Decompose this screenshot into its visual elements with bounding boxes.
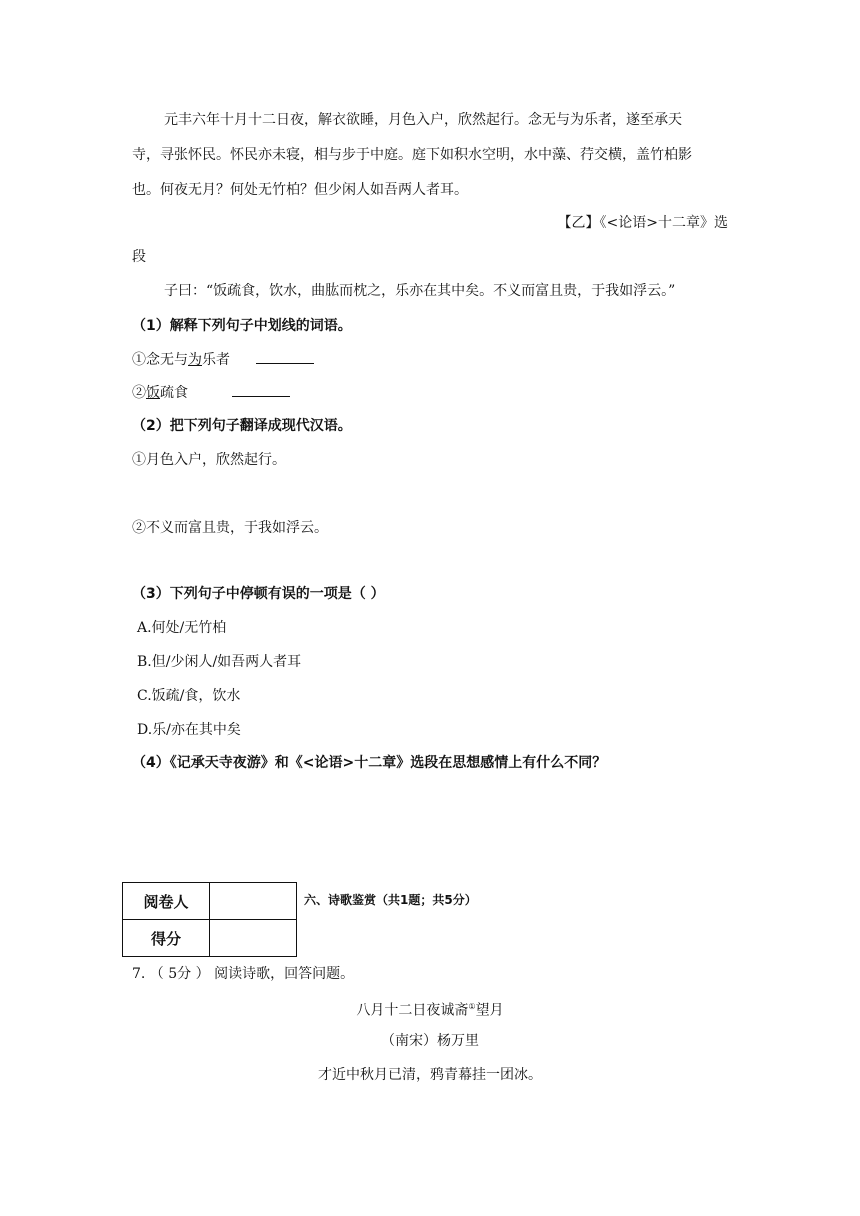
score-cell (210, 920, 297, 957)
passage-jia-line-3: 也。何夜无月？何处无竹柏？但少闲人如吾两人者耳。 (132, 182, 468, 198)
option-c: C.饭疏/食，饮水 (137, 688, 241, 704)
question-3-title: （3）下列句子中停顿有误的一项是（ ） (132, 586, 385, 602)
poem-title-end: 望月 (475, 1002, 504, 1019)
option-d: D.乐/亦在其中矣 (137, 722, 241, 738)
question-2-title: （2）把下列句子翻译成现代汉语。 (132, 418, 352, 434)
question-7-stem: 7. （ 5分 ） 阅读诗歌，回答问题。 (132, 966, 355, 982)
q1-item1-suffix: 乐者 (202, 352, 230, 368)
poem-title (0, 997, 860, 1021)
option-b: B.但/少闲人/如吾两人者耳 (137, 654, 302, 670)
q1-item2-suffix: 疏食 (160, 385, 188, 401)
passage-yi-heading: 【乙】《<论语>十二章》选 (557, 215, 728, 231)
poem-author: （南宋）杨万里 (381, 1033, 479, 1049)
section-6-title: 六、诗歌鉴赏（共1题；共5分） (304, 893, 477, 907)
q1-item1-underlined-word: 为 (188, 352, 202, 368)
question-2-item-1: ①月色入户，欣然起行。 (132, 452, 286, 468)
option-a: A.何处/无竹柏 (137, 620, 227, 636)
question-1-item-1 (132, 349, 732, 370)
q1-item2-prefix: ② (132, 385, 146, 401)
question-1-title: （1）解释下列句子中划线的词语。 (132, 318, 352, 334)
question-1-item-2 (132, 382, 732, 403)
poem-title-main: 八月十二日夜诚斋 (356, 1002, 469, 1019)
reviewer-label: 阅卷人 (123, 883, 210, 920)
passage-jia-line-2: 寺，寻张怀民。怀民亦未寝，相与步于中庭。庭下如积水空明，水中藻、荇交横，盖竹柏影 (132, 147, 692, 163)
answer-blank-1[interactable] (256, 349, 314, 364)
question-4-title: （4）《记承天寺夜游》和《<论语>十二章》选段在思想感情上有什么不同？ (132, 755, 607, 771)
q1-item2-underlined-word: 饭 (146, 385, 160, 401)
passage-yi-text: 子曰：“饭疏食，饮水，曲肱而枕之，乐亦在其中矣。不义而富且贵，于我如浮云。” (164, 283, 676, 299)
poem-title-footnote-mark: ① (468, 1002, 476, 1011)
score-table (122, 882, 297, 957)
answer-blank-2[interactable] (232, 382, 290, 397)
reviewer-cell (210, 883, 297, 920)
poem-line-1: 才近中秋月已清，鸦青幕挂一团冰。 (318, 1067, 542, 1083)
passage-jia-line-1: 元丰六年十月十二日夜，解衣欲睡，月色入户，欣然起行。念无与为乐者，遂至承天 (164, 112, 682, 128)
passage-yi-heading-cont: 段 (132, 249, 146, 265)
q1-item1-prefix: ①念无与 (132, 352, 188, 368)
score-label: 得分 (123, 920, 210, 957)
question-2-item-2: ②不义而富且贵，于我如浮云。 (132, 520, 328, 536)
